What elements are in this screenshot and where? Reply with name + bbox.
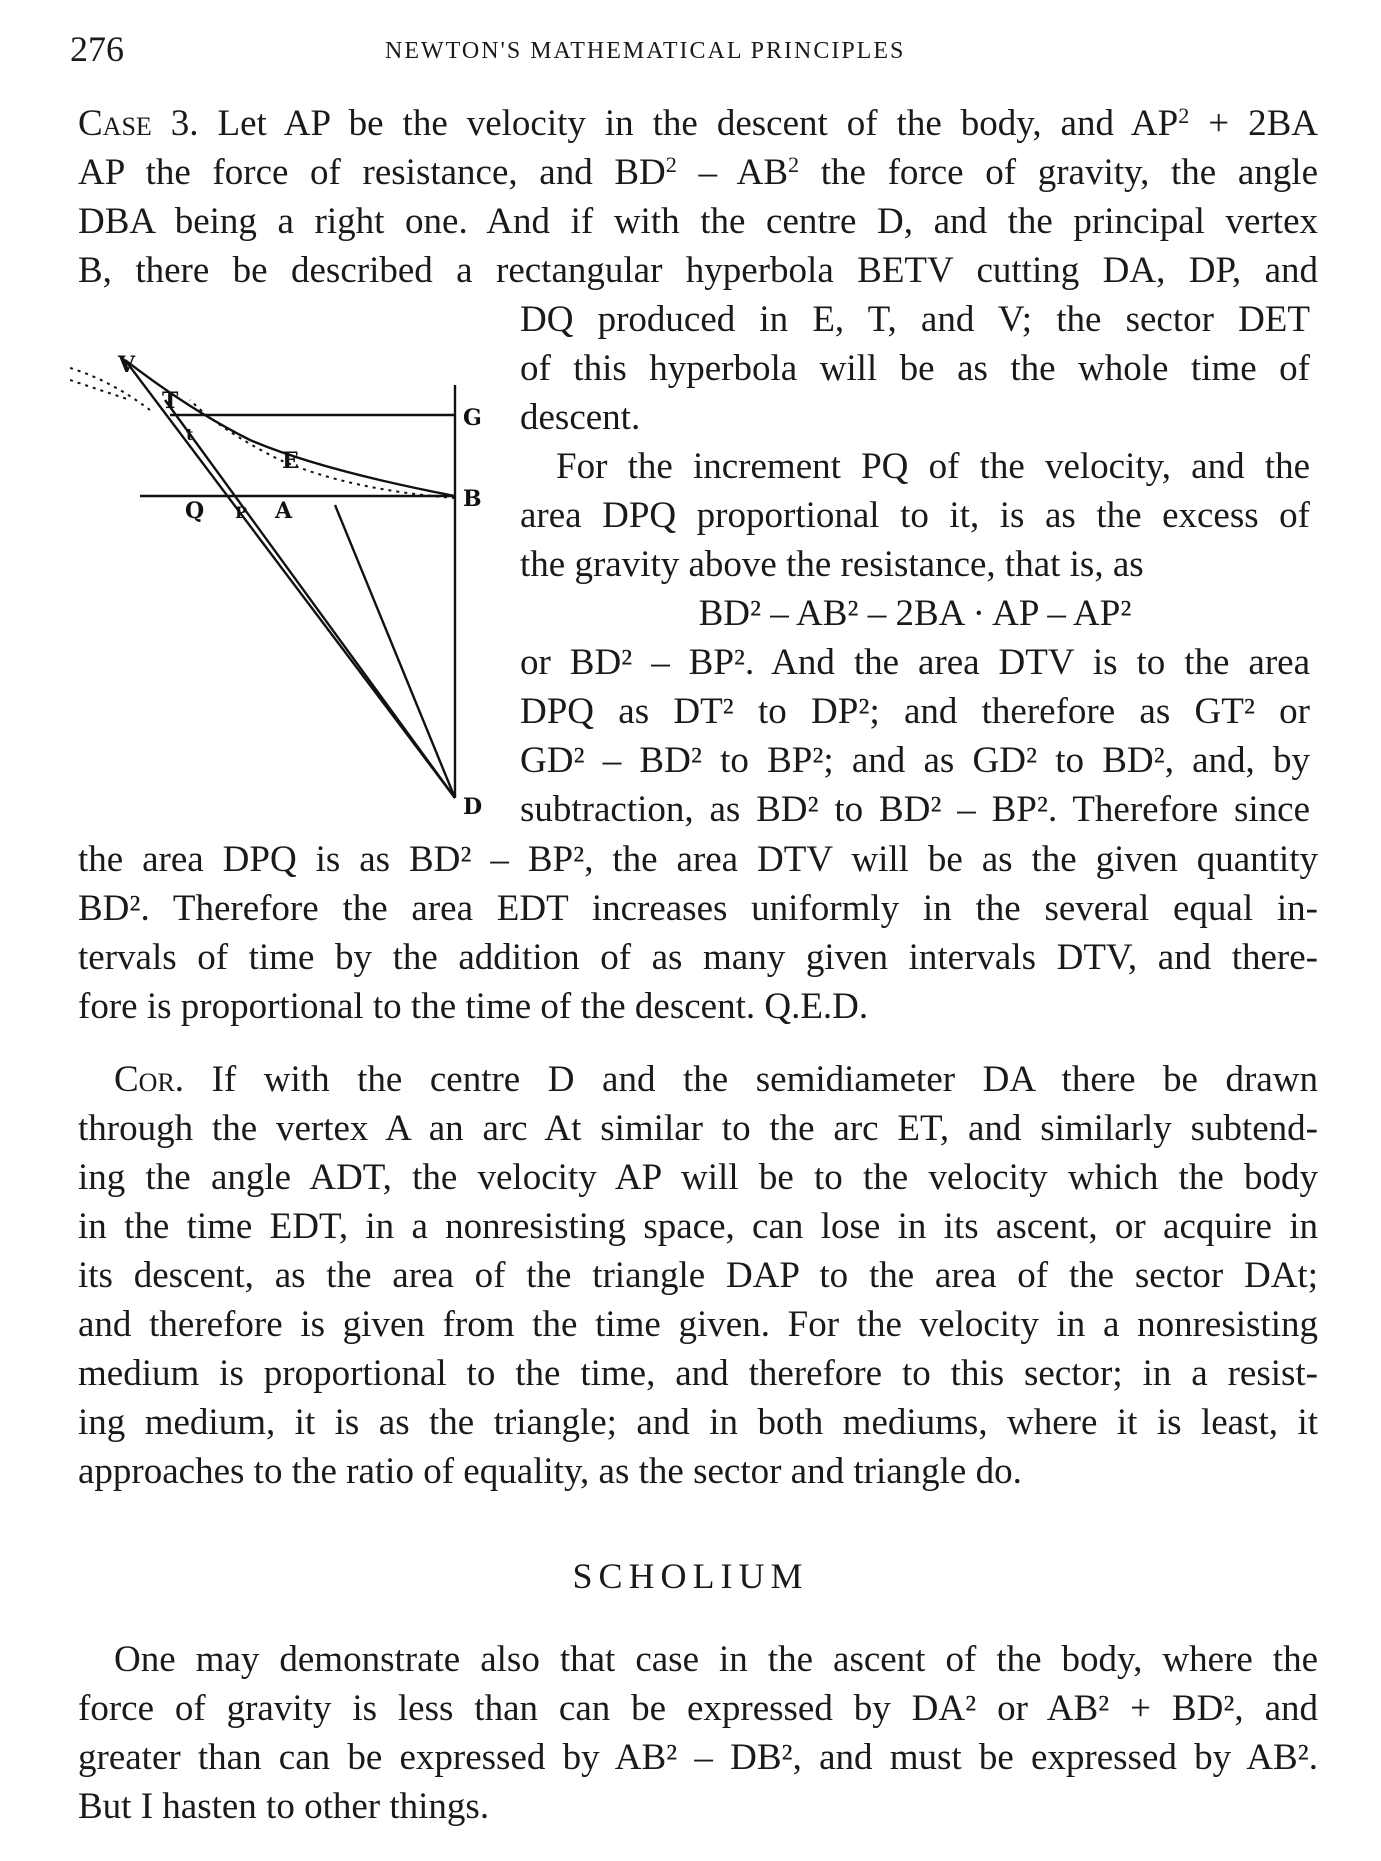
- running-head: NEWTON'S MATHEMATICAL PRINCIPLES: [385, 38, 906, 64]
- scholium-paragraph: [78, 1635, 1318, 1831]
- corollary-label: Cor.: [114, 1059, 185, 1100]
- label-D: D: [463, 794, 483, 820]
- text-line: DBA being a right one. And if with the centre D, and the principal vertex: [78, 201, 1318, 242]
- case3-continuation: [78, 835, 1318, 1031]
- text-line: ing the angle ADT, the velocity AP will be to the velocity which the body: [78, 1157, 1318, 1198]
- text-line: approaches to the ratio of equality, as the sector and triangle do.: [78, 1451, 1022, 1492]
- text-line: AP the force of resistance, and $BD^2 - AB^2$ the force of gravity, the angle: [78, 151, 1318, 193]
- text-line: DPQ as DT² to DP²; and therefore as GT² or: [520, 691, 1310, 732]
- text-line: its descent, as the area of the triangle DAP to the area of the sector DAt;: [78, 1255, 1318, 1296]
- text-line: descent.: [520, 397, 641, 438]
- text-line: But I hasten to other things.: [78, 1786, 490, 1827]
- scholium-heading: SCHOLIUM: [572, 1556, 809, 1596]
- text-line: subtraction, as BD² to BD² – BP². Therefore since: [520, 789, 1310, 830]
- text-line: through the vertex A an arc At similar to the arc ET, and similarly subtend-: [78, 1108, 1318, 1149]
- formula: BD² – AB² – 2BA · AP – AP²: [698, 593, 1132, 634]
- text-line: One may demonstrate also that case in the ascent of the body, where the: [114, 1639, 1318, 1680]
- text-line: medium is proportional to the time, and therefore to this sector; in a resist-: [78, 1353, 1318, 1394]
- label-P: P: [235, 503, 248, 522]
- label-B: B: [463, 486, 482, 512]
- text-line: force of gravity is less than can be expressed by DA² or AB² + BD², and: [78, 1688, 1318, 1729]
- label-A: A: [275, 498, 293, 524]
- text-line: or BD² – BP². And the area DTV is to the area: [520, 642, 1310, 683]
- text-line: the gravity above the resistance, that is, as: [520, 544, 1144, 585]
- text-line: BD². Therefore the area EDT increases uniformly in the several equal in-: [78, 888, 1318, 929]
- text-line: GD² – BD² to BP²; and as GD² to BD², and, by: [520, 740, 1310, 781]
- text-line: in the time EDT, in a nonresisting space, can lose in its ascent, or acquire in: [78, 1206, 1318, 1247]
- label-t: t: [186, 425, 194, 444]
- corollary-paragraph: [78, 1055, 1318, 1496]
- geometry-figure: [70, 330, 510, 820]
- text-line: B, there be described a rectangular hyperbola BETV cutting DA, DP, and: [78, 250, 1318, 291]
- hyperbola-diagram: [70, 330, 510, 820]
- label-Q: Q: [185, 498, 205, 524]
- dotted-line-V: [70, 380, 130, 400]
- text-line: greater than can be expressed by AB² – DB², and must be expressed by AB².: [78, 1737, 1318, 1778]
- dotted-curve: [70, 368, 150, 410]
- text-line: fore is proportional to the time of the descent. Q.E.D.: [78, 986, 869, 1027]
- case3-narrow-column: [520, 295, 1310, 834]
- text-line: Case 3. Let AP be the velocity in the descent of the body, and $AP^2 + 2BA$: [78, 102, 1319, 144]
- page-number: 276: [70, 29, 124, 69]
- label-E: E: [282, 448, 299, 474]
- text-line: of this hyperbola will be as the whole time of: [520, 348, 1310, 389]
- case3-paragraph: [78, 99, 1318, 295]
- text-line: area DPQ proportional to it, is as the excess of: [520, 495, 1310, 536]
- line-DA: [335, 505, 455, 798]
- label-V: V: [118, 352, 136, 378]
- text-line: DQ produced in E, T, and V; the sector DET: [520, 299, 1310, 340]
- text-line: For the increment PQ of the velocity, and the: [556, 446, 1310, 487]
- page-header: [70, 24, 1310, 74]
- label-G: G: [463, 405, 482, 431]
- text-line: and therefore is given from the time given. For the velocity in a nonresisting: [78, 1304, 1318, 1345]
- text-line: the area DPQ is as BD² – BP², the area DTV will be as the given quantity: [78, 839, 1318, 880]
- case-label: Case 3.: [78, 103, 199, 144]
- text-line: ing medium, it is as the triangle; and in both mediums, where it is least, it: [78, 1402, 1318, 1443]
- line-DQ: [165, 400, 455, 798]
- text-line: Cor. If with the centre D and the semidiameter DA there be drawn: [114, 1059, 1318, 1100]
- label-T: T: [162, 388, 179, 414]
- line-DV: [125, 360, 455, 798]
- text-line: tervals of time by the addition of as many given intervals DTV, and there-: [78, 937, 1318, 978]
- hyperbola-BETV: [125, 360, 455, 496]
